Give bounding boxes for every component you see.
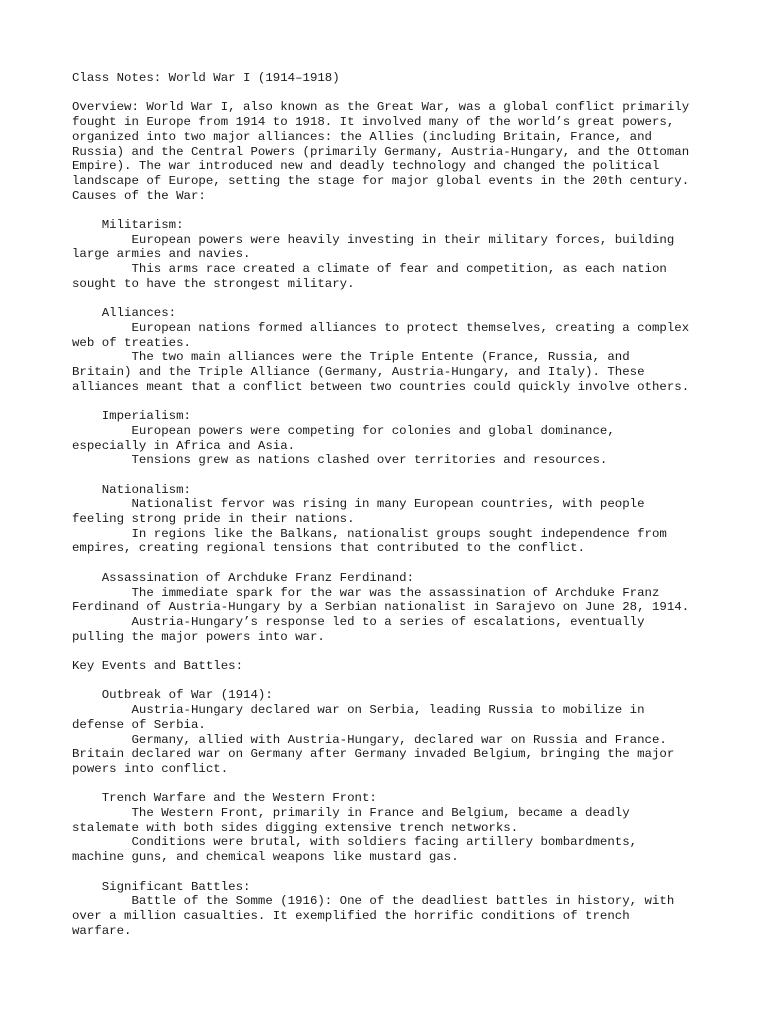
events-list	[72, 688, 712, 953]
point-line: Austria-Hungary’s response led to a series of escalations, eventually	[72, 614, 645, 629]
causes-list	[72, 218, 712, 659]
overview-paragraph	[72, 100, 712, 188]
point-line: Britain declared war on Germany after Germany invaded Belgium, bringing the major	[72, 747, 675, 762]
overview-line: landscape of Europe, setting the stage for major global events in the 20th century.	[72, 173, 690, 188]
section-heading: Assassination of Archduke Franz Ferdinand:	[72, 570, 415, 585]
point-line: Tensions grew as nations clashed over territories and resources.	[72, 453, 608, 468]
point-line: In regions like the Balkans, nationalist groups sought independence from	[72, 526, 667, 541]
point-line: warfare.	[72, 923, 132, 938]
section-heading: Significant Battles:	[72, 879, 251, 894]
point-line: powers into conflict.	[72, 761, 229, 776]
blank-line	[72, 674, 712, 689]
point-line: The two main alliances were the Triple Entente (France, Russia, and	[72, 350, 630, 365]
point-line: European nations formed alliances to protect themselves, creating a complex	[72, 320, 690, 335]
point-line: over a million casualties. It exemplified the horrific conditions of trench	[72, 908, 630, 923]
point-line: Ferdinand of Austria-Hungary by a Serbian nationalist in Sarajevo on June 28, 1914.	[72, 600, 690, 615]
point-line: web of treaties.	[72, 335, 191, 350]
overview-line: fought in Europe from 1914 to 1918. It involved many of the world’s great powers,	[72, 115, 675, 130]
blank-line	[72, 644, 712, 659]
document-title: Class Notes: World War I (1914–1918)	[72, 71, 340, 85]
section-heading: Nationalism:	[72, 482, 191, 497]
blank-line	[72, 86, 712, 101]
point-line: pulling the major powers into war.	[72, 629, 325, 644]
point-line: defense of Serbia.	[72, 717, 206, 732]
point-line: machine guns, and chemical weapons like mustard gas.	[72, 850, 459, 865]
point-line: empires, creating regional tensions that contributed to the conflict.	[72, 541, 586, 556]
blank-line	[72, 292, 712, 307]
blank-line	[72, 938, 712, 953]
blank-line	[72, 203, 712, 218]
overview-line: organized into two major alliances: the Allies (including Britain, France, and	[72, 129, 652, 144]
blank-line	[72, 865, 712, 880]
section-heading: Alliances:	[72, 306, 177, 321]
point-line: Britain) and the Triple Alliance (Germany, Austria-Hungary, and Italy). These	[72, 365, 645, 380]
point-line: Nationalist fervor was rising in many European countries, with people	[72, 497, 645, 512]
point-line: The immediate spark for the war was the assassination of Archduke Franz	[72, 585, 660, 600]
blank-line	[72, 394, 712, 409]
point-line: Conditions were brutal, with soldiers facing artillery bombardments,	[72, 835, 638, 850]
point-line: This arms race created a climate of fear and competition, as each nation	[72, 262, 667, 277]
point-line: Battle of the Somme (1916): One of the deadliest battles in history, with	[72, 894, 675, 909]
point-line: European powers were heavily investing in their military forces, building	[72, 232, 675, 247]
point-line: Austria-Hungary declared war on Serbia, leading Russia to mobilize in	[72, 703, 645, 718]
point-line: large armies and navies.	[72, 247, 251, 262]
point-line: Germany, allied with Austria-Hungary, declared war on Russia and France.	[72, 732, 667, 747]
blank-line	[72, 777, 712, 792]
causes-heading: Causes of the War:	[72, 188, 206, 203]
point-line: The Western Front, primarily in France and Belgium, became a deadly	[72, 806, 630, 821]
overview-line: Russia) and the Central Powers (primarily Germany, Austria-Hungary, and the Ottoman	[72, 144, 690, 159]
overview-line: Empire). The war introduced new and deadly technology and changed the political	[72, 159, 660, 174]
point-line: feeling strong pride in their nations.	[72, 512, 355, 527]
point-line: stalemate with both sides digging extensive trench networks.	[72, 820, 519, 835]
blank-line	[72, 556, 712, 571]
section-heading: Trench Warfare and the Western Front:	[72, 791, 377, 806]
section-heading: Militarism:	[72, 218, 184, 232]
section-heading: Outbreak of War (1914):	[72, 688, 273, 703]
point-line: alliances meant that a conflict between two countries could quickly involve others.	[72, 379, 690, 394]
events-heading: Key Events and Battles:	[72, 659, 244, 674]
document-body	[72, 71, 712, 953]
point-line: European powers were competing for colonies and global dominance,	[72, 423, 615, 438]
point-line: sought to have the strongest military.	[72, 276, 355, 291]
blank-line	[72, 468, 712, 483]
section-heading: Imperialism:	[72, 409, 191, 424]
point-line: especially in Africa and Asia.	[72, 438, 296, 453]
overview-line: Overview: World War I, also known as the Great War, was a global conflict primarily	[72, 100, 690, 115]
